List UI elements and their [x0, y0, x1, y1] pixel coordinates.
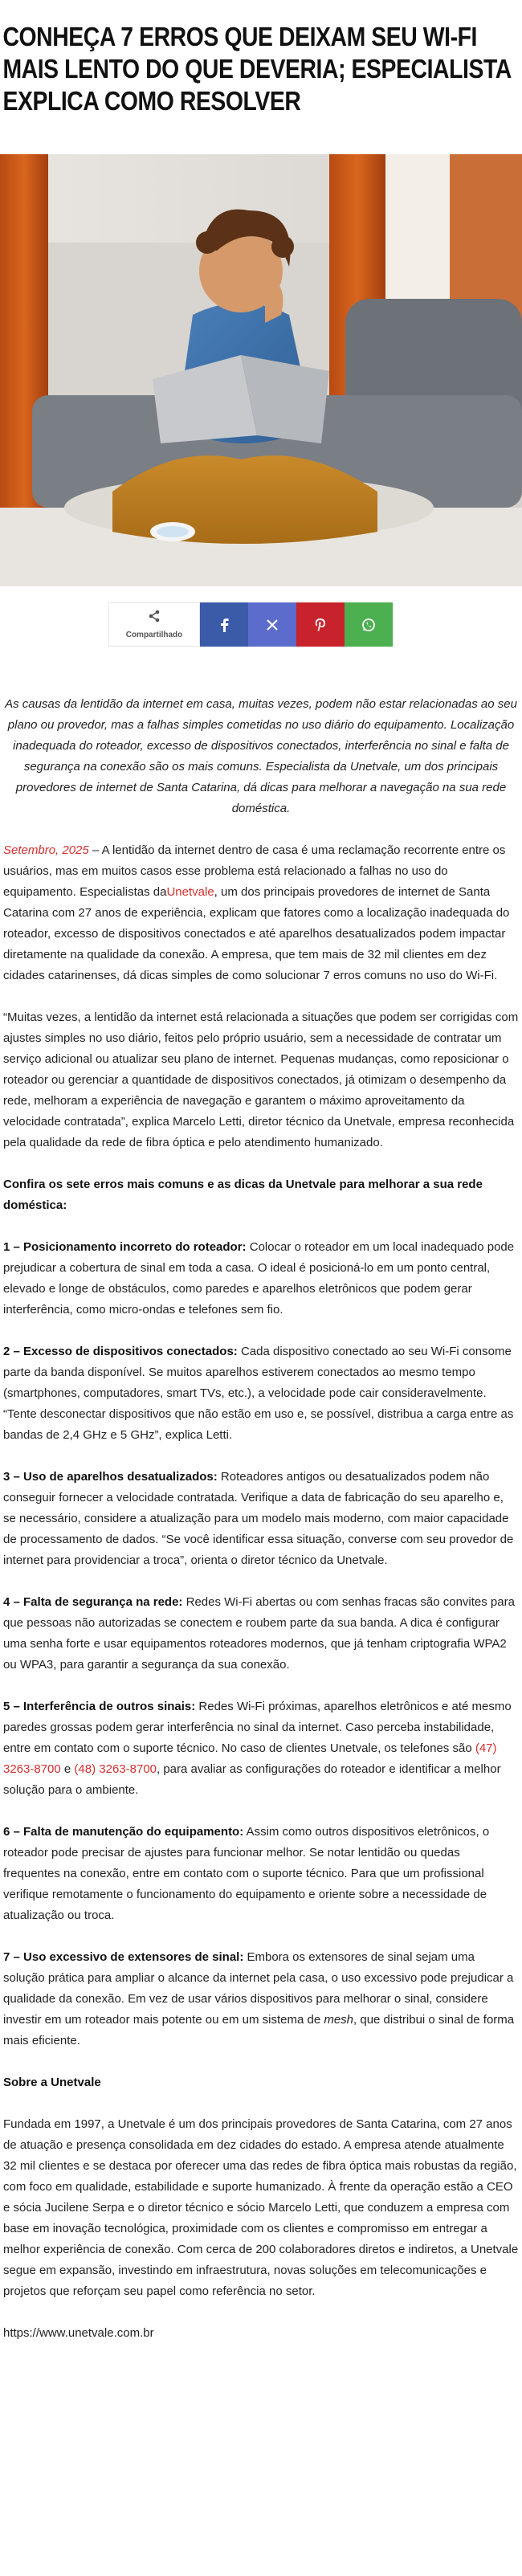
- about-paragraph: Fundada em 1997, a Unetvale é um dos principais provedores de Santa Catarina, com 27 anos de atuação e presença consolidada em dez cidades do estado. A empresa atende atualmente 32 mil clientes e se destaca por oferecer uma das redes de fibra óptica mais robustas da região, com foco em qualidade, estabilidade e suporte humanizado. À frente da operação estão a CEO e sócia Jucilene Serpa e o diretor técnico e sócio Marcelo Letti, que conduzem a empresa com base em inovação tecnológica, proximidade com os clientes e compromisso em entregar a melhor experiência de conexão. Com cerca de 200 colaboradores diretos e indiretos, a Unetvale segue em expansão, investindo em infraestrutura, novas soluções em telecomunicações e projetos que reforçam seu papel como referência no setor.: [3, 2117, 519, 2298]
- website-link[interactable]: https://www.unetvale.com.br: [3, 2326, 154, 2340]
- tip-2-title: 2 – Excesso de dispositivos conectados:: [3, 1345, 238, 1358]
- tip-1-title: 1 – Posicionamento incorreto do roteador:: [3, 1240, 247, 1254]
- tip-5: [3, 1696, 519, 1801]
- tips-heading: Confira os sete erros mais comuns e as dicas da Unetvale para melhorar a sua rede doméstica:: [3, 1178, 483, 1212]
- pinterest-share-button[interactable]: [296, 602, 345, 647]
- tip-7-title: 7 – Uso excessivo de extensores de sinal:: [3, 1950, 244, 1964]
- tip-5-text-end: , para avaliar as configurações do roteador e identificar a melhor solução para o ambiente.: [3, 1762, 501, 1797]
- paragraph-intro-text-a: – A lentidão da internet dentro de casa é uma reclamação recorrente entre os usuários, mas em muitos casos esse problema está relacionado a falhas no uso do equipamento. Especialistas da: [3, 843, 506, 899]
- facebook-share-button[interactable]: [200, 602, 248, 647]
- share-bar: [108, 602, 393, 647]
- pinterest-icon: [314, 618, 327, 632]
- tip-2-text: Cada dispositivo conectado ao seu Wi-Fi consome parte da banda disponível. Se muitos aparelhos estiverem conectados ao mesmo tempo (smartphones, computadores, smart TVs, etc.), a velocidade pode cair consideravelmente. “Tente desconectar dispositivos que não estão em uso e, se possível, distribua a carga entre as bandas de 2,4 GHz e 5 GHz”, explica Letti.: [3, 1345, 514, 1442]
- website-url: [3, 2323, 519, 2344]
- phone-link-47[interactable]: (47) 3263-8700: [3, 1741, 497, 1776]
- paragraph-intro: [3, 840, 519, 986]
- tip-2: [3, 1341, 519, 1446]
- tip-4-text: Redes Wi-Fi abertas ou com senhas fracas são convites para que pessoas não autorizadas se conectem e roubem parte da sua banda. A dica é configurar uma senha forte e usar equipamentos roteadores modernos, que já tenham criptografia WPA2 ou WPA3, para garantir a segurança da sua conexão.: [3, 1595, 515, 1672]
- hero-image: [0, 154, 522, 586]
- tip-6: [3, 1822, 519, 1926]
- tip-6-title: 6 – Falta de manutenção do equipamento:: [3, 1825, 244, 1839]
- tip-1-text: Colocar o roteador em um local inadequado pode prejudicar a cobertura de sinal em toda a casa. O ideal é posicioná-lo em um ponto central, elevado e longe de obstáculos, como paredes e aparelhos eletrônicos que podem gerar interferência, como micro-ondas e telefones sem fio.: [3, 1240, 515, 1317]
- tip-4: [3, 1592, 519, 1676]
- phone-link-48[interactable]: (48) 3263-8700: [74, 1762, 157, 1776]
- tip-3-title: 3 – Uso de aparelhos desatualizados:: [3, 1470, 218, 1484]
- tip-5-title: 5 – Interferência de outros sinais:: [3, 1700, 196, 1713]
- tip-7-mesh: mesh: [324, 2013, 354, 2027]
- tip-3: [3, 1467, 519, 1571]
- tip-7-text: Embora os extensores de sinal sejam uma solução prática para ampliar o alcance da internet pela casa, o uso excessivo pode prejudicar a qualidade da conexão. Em vez de usar vários dispositivos para melhorar o sinal, considere investir em um roteador mais potente ou em um sistema de: [3, 1950, 514, 2027]
- paragraph-intro-text-b: , um dos principais provedores de internet de Santa Catarina com 27 anos de experiência, explicam que fatores como a localização inadequada do roteador, excesso de dispositivos conectados e até aparelhos desatualizados podem impactar diretamente na qualidade da conexão. A empresa, que tem mais de 32 mil clientes em dez cidades catarinenses, dá dicas simples de como solucionar 7 erros comuns no uso do Wi-Fi.: [3, 885, 510, 982]
- article-lead: As causas da lentidão da internet em casa, muitas vezes, podem não estar relacionadas ao seu plano ou provedor, mas a falhas simples cometidas no uso diário do equipamento. Localização inadequada do roteador, excesso de dispositivos conectados, interferência no sinal e falta de segurança na conexão são os mais comuns. Especialista da Unetvale, um dos principais provedores de internet de Santa Catarina, dá dicas para melhorar a navegação na sua rede doméstica.: [5, 697, 517, 815]
- tip-5-conjunction: e: [60, 1762, 75, 1776]
- about-title: Sobre a Unetvale: [3, 2076, 101, 2089]
- article-body: [0, 673, 522, 2344]
- article-date: Setembro, 2025: [3, 843, 89, 857]
- share-label: Compartilhado: [125, 631, 183, 639]
- tip-3-text: Roteadores antigos ou desatualizados podem não conseguir fornecer a velocidade contratada. Verifique a data de fabricação do seu aparelho e, se necessário, considere a atualização para um modelo mais moderno, com maior capacidade de processamento de dados. “Se você identificar essa situação, converse com seu provedor de internet para providenciar a troca”, orienta o diretor técnico da Unetvale.: [3, 1470, 514, 1567]
- tip-7: [3, 1947, 519, 2051]
- whatsapp-share-button[interactable]: [345, 602, 393, 647]
- article-title: CONHEÇA 7 ERROS QUE DEIXAM SEU WI-FI MAIS LENTO DO QUE DEVERIA; ESPECIALISTA EXPLICA COMO RESOLVER: [2, 22, 511, 116]
- tip-1: [3, 1237, 519, 1321]
- tip-5-text: Redes Wi-Fi próximas, aparelhos eletrônicos e até mesmo paredes grossas podem gerar interferência no sinal da internet. Caso perceba instabilidade, entre em contato com o suporte técnico. No caso de clientes Unetvale, os telefones são: [3, 1700, 512, 1755]
- paragraph-heading: [3, 1174, 519, 1216]
- share-count: [108, 602, 200, 647]
- tip-7-text-end: , que distribui o sinal de forma mais eficiente.: [3, 2013, 515, 2047]
- brand-link[interactable]: Unetvale: [166, 885, 214, 899]
- paragraph-quote: “Muitas vezes, a lentidão da internet está relacionada a situações que podem ser corrigidas com ajustes simples no uso diário, feitos pelo próprio usuário, sem a necessidade de contratar um serviço adicional ou atualizar seu plano de internet. Pequenas mudanças, como reposicionar o roteador ou gerenciar a quantidade de dispositivos conectados, já otimizam o desempenho da rede, melhoram a experiência de navegação e garantem o máximo aproveitamento da velocidade contratada”, explica Marcelo Letti, diretor técnico da Unetvale, empresa reconhecida pela qualidade da rede de fibra óptica e pelo atendimento humanizado.: [3, 1010, 519, 1149]
- tip-4-title: 4 – Falta de segurança na rede:: [3, 1595, 183, 1609]
- whatsapp-icon: [361, 618, 376, 632]
- about-heading: [3, 2072, 519, 2093]
- share-icon: [148, 610, 161, 627]
- x-icon: [266, 618, 279, 631]
- x-share-button[interactable]: [248, 602, 296, 647]
- facebook-icon: [218, 618, 230, 632]
- tip-6-text: Assim como outros dispositivos eletrônicos, o roteador pode precisar de ajustes para funcionar melhor. Se notar lentidão ou quedas frequentes na conexão, entre em contato com o suporte técnico. Para que um profissional verifique remotamente o funcionamento do equipamento e oriente sobre a necessidade de atualização ou troca.: [3, 1825, 490, 1922]
